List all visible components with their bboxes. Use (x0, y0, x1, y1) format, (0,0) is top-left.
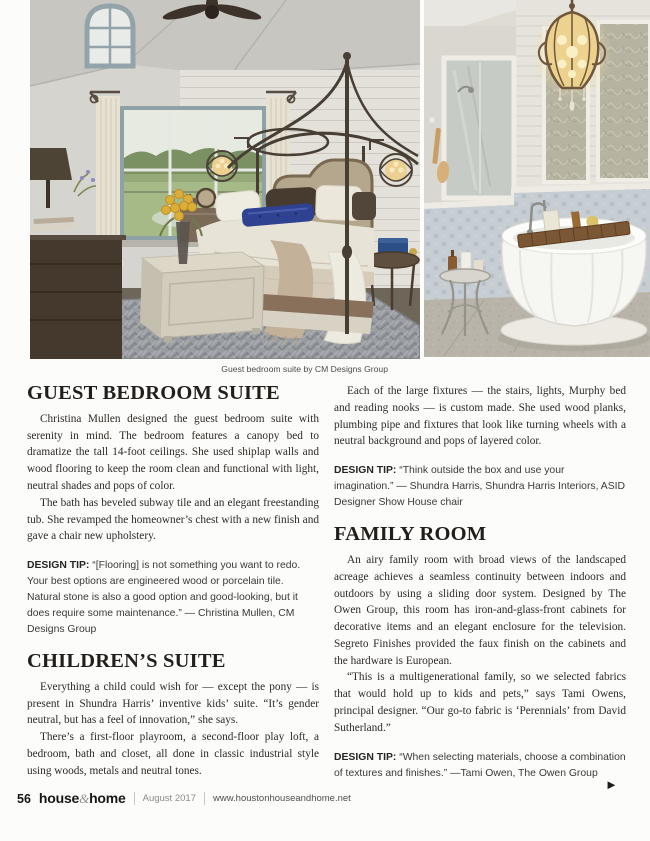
family-room-paragraph-1: An airy family room with broad views of the landscaped acreage achieves a seamless continuity between indoors and outdoors by using a sliding door system. Designed by The Owen Group, this room has iron-and-glass-front cabinets for decorative items and an elegant enclosure for the television. Segreto Finishes provided the faux finish on the cabinets and the hardware is European. (334, 553, 626, 667)
heading-childrens-suite: CHILDREN’S SUITE (27, 650, 226, 673)
design-tip-label: DESIGN TIP: (334, 751, 397, 763)
design-tip-text: “[Flooring] is not something you want to redo. Your best options are engineered wood or porcelain tile. Natural stone is also a good option and good-looking, but it does require some maintenance.” — Christina Mullen, CM Designs Group (27, 560, 301, 636)
family-room-paragraph-2: “This is a multigenerational family, so we selected fabrics that would hold up to kids and pets,” says Tami Owens, principal designer. “Our go-to fabric is ‘Perennials’ from David Sutherland.” (334, 671, 626, 734)
dresser (30, 217, 126, 359)
design-tip-text: “Think outside the box and use your imagination.” — Shundra Harris, Shundra Harris Interiors, ASID Designer Show House chair (334, 465, 626, 509)
shower-enclosure (444, 58, 514, 198)
storage-chest (140, 252, 264, 342)
design-tip-label: DESIGN TIP: (27, 560, 90, 572)
right-column (334, 383, 626, 795)
footer-divider (204, 792, 205, 805)
article-columns (27, 383, 626, 795)
guest-bedroom-paragraph-2: The bath has beveled subway tile and an elegant freestanding tub. She revamped the homeowner’s chest with a new finish and gave a chair new upholstery. (27, 496, 319, 543)
design-tip-materials (334, 750, 626, 782)
bedroom-photo-illustration (30, 0, 420, 359)
issue-date: August 2017 (142, 793, 196, 804)
design-tip-text: “When selecting materials, choose a combination of textures and finishes.” —Tami Owen, The Owen Group (334, 751, 626, 779)
page-number: 56 (17, 791, 31, 806)
bathroom-photo-illustration (424, 0, 650, 357)
childrens-suite-paragraph-1: Everything a child could wish for — except the pony — is present in Shundra Harris’ inventive kids’ suite. “It’s gender neutral, but has a feel of innovation,” she says. (27, 680, 319, 727)
photo-caption: Guest bedroom suite by CM Designs Group (221, 364, 388, 374)
guest-bedroom-paragraph-1: Christina Mullen designed the guest bedroom suite with serenity in mind. The bedroom features a canopy bed to dramatize the tall 14-foot ceilings. She used shiplap walls and wood flooring to keep the room clean and functional with light, neutral shades and pops of color. (27, 412, 319, 492)
design-tip-flooring (27, 558, 319, 638)
arched-window (87, 6, 133, 66)
bedroom-photo (30, 0, 420, 359)
design-tip-label: DESIGN TIP: (334, 465, 397, 477)
magazine-logo (39, 790, 126, 807)
next-page-arrow-icon: ► (605, 777, 618, 792)
heading-guest-bedroom-suite: GUEST BEDROOM SUITE (27, 382, 280, 404)
logo-ampersand: & (79, 791, 90, 806)
magazine-website: www.houstonhouseandhome.net (212, 793, 351, 804)
heading-family-room: FAMILY ROOM (334, 523, 487, 546)
design-tip-imagination (334, 463, 626, 511)
bathroom-photo (424, 0, 650, 357)
childrens-suite-paragraph-2: There’s a first-floor playroom, a second-floor play loft, a bedroom, bath and closet, all done in classic industrial style using woods, metals and neutral tones. (27, 731, 319, 777)
logo-home: home (89, 790, 126, 806)
left-column (27, 383, 319, 795)
childrens-suite-paragraph-3: Each of the large fixtures — the stairs, lights, Murphy bed and reading nooks — is custom made. She used wood planks, plumbing pipe and fixtures that look like turning wheels with a neutral background and pops of layered color. (334, 385, 626, 448)
footer-divider (134, 792, 135, 805)
logo-house: house (38, 790, 80, 806)
page-footer (17, 790, 351, 807)
